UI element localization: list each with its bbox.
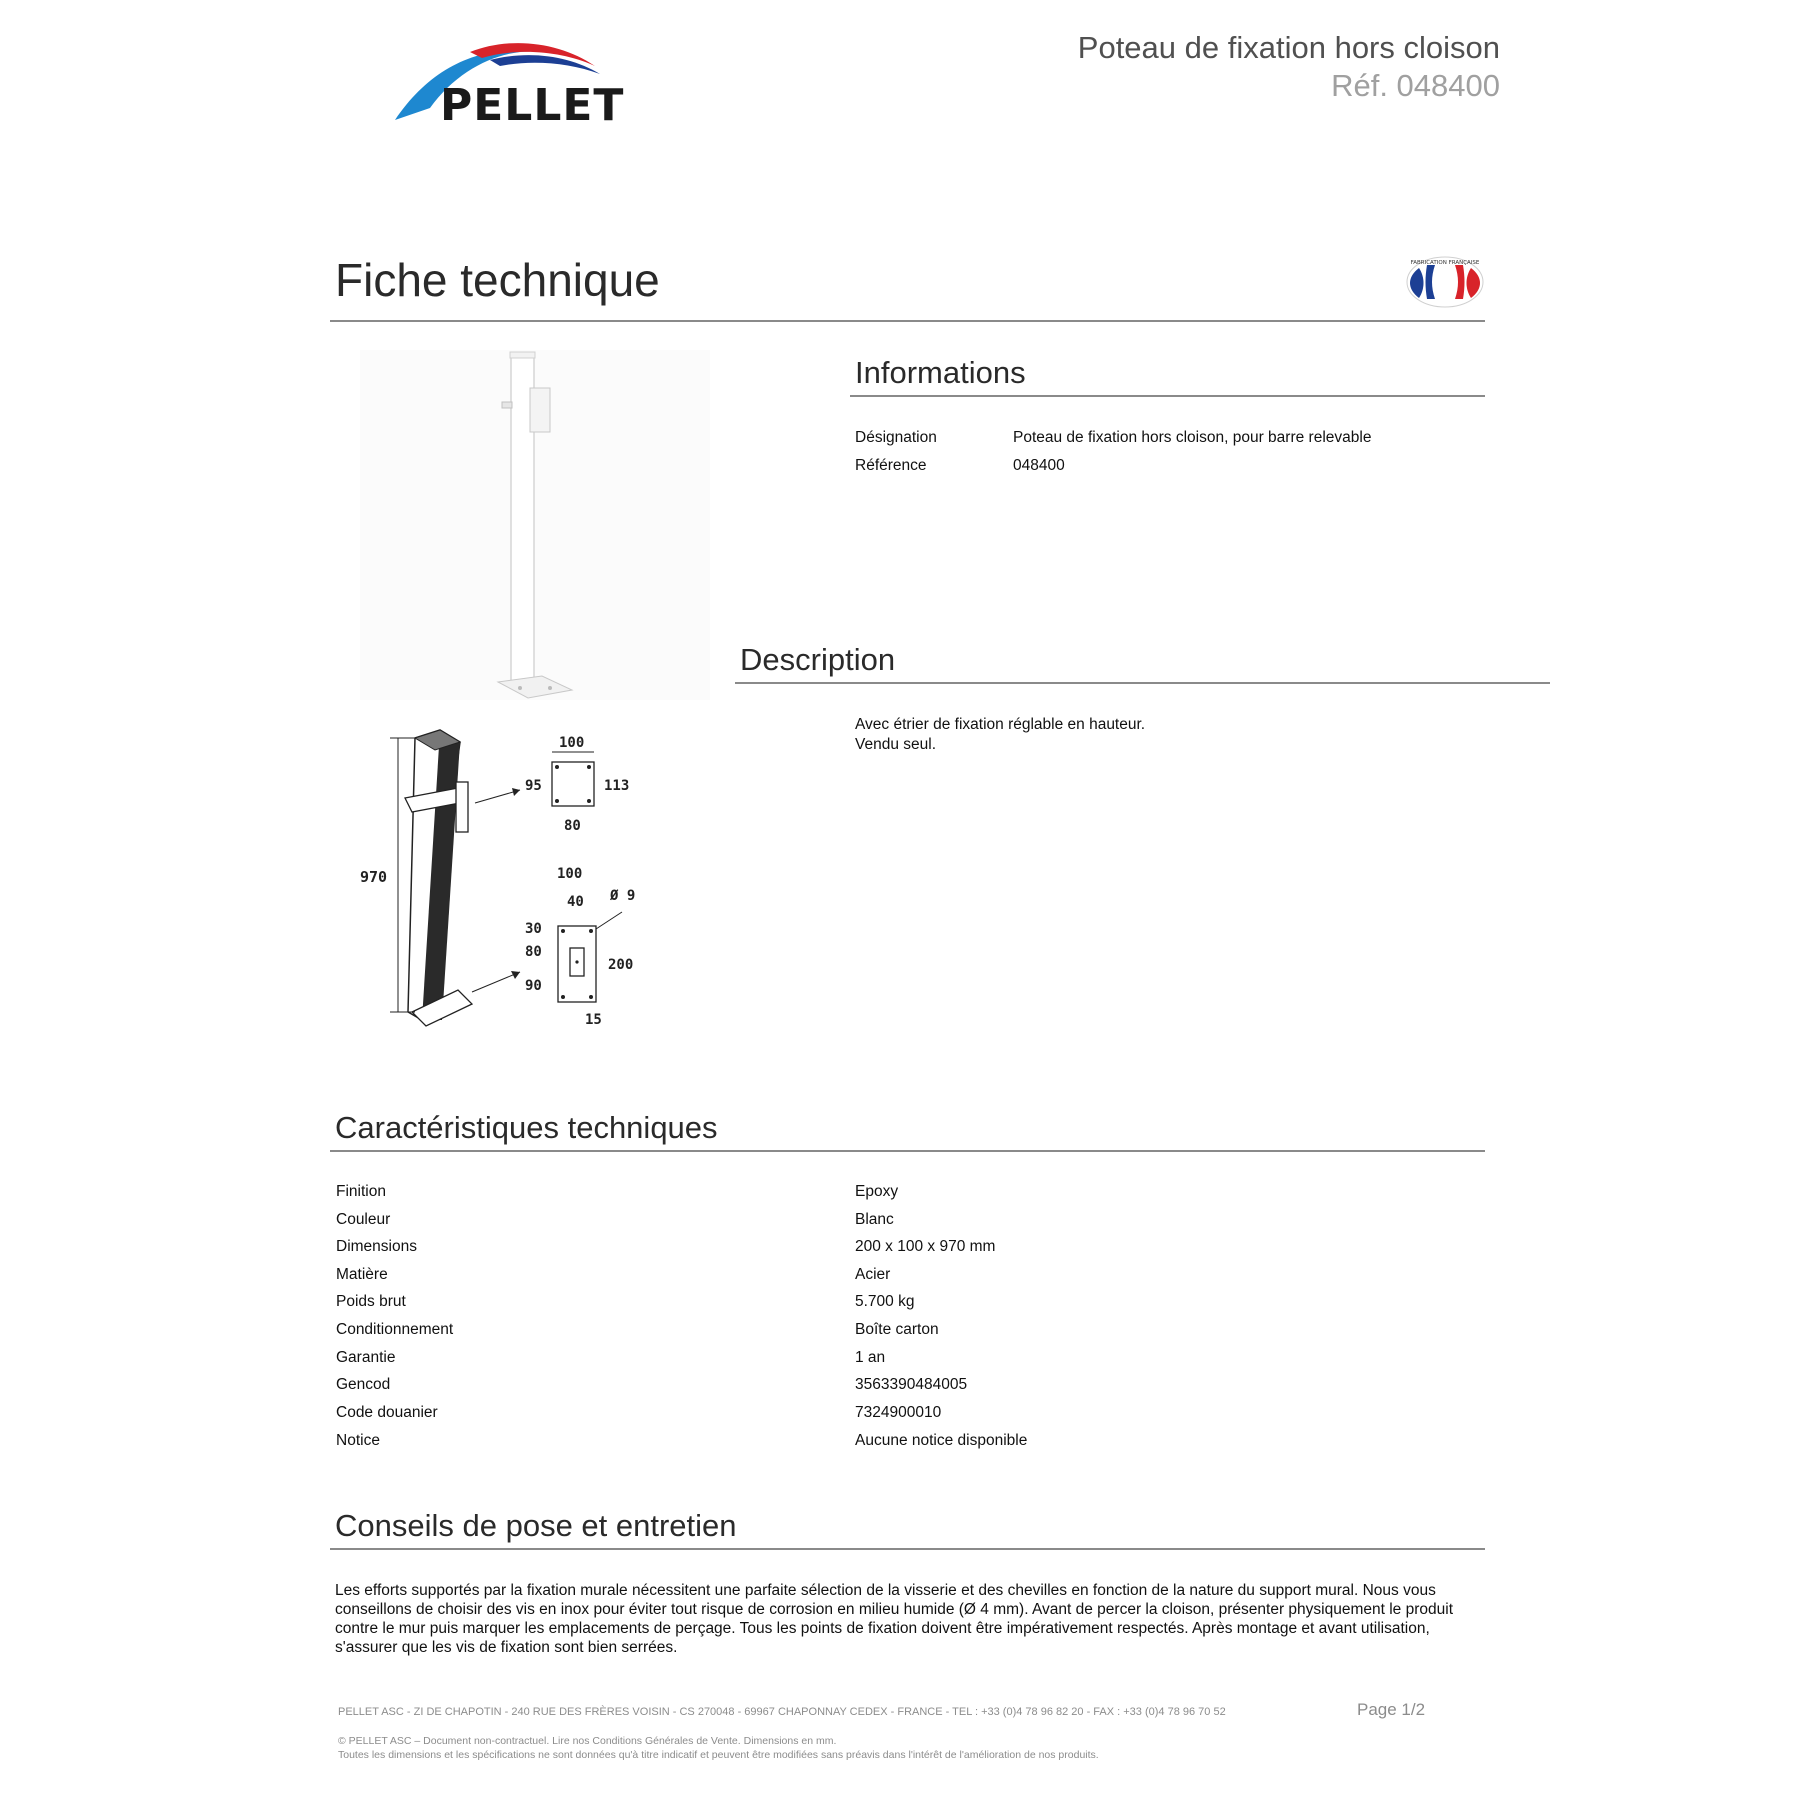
spec-label: Notice [336,1432,380,1449]
product-photo [360,350,710,700]
spec-value: Acier [855,1266,891,1283]
pellet-logo [390,38,640,131]
conseils-heading: Conseils de pose et entretien [335,1508,737,1543]
dim-top-bottom: 80 [564,818,581,834]
footer-address: PELLET ASC - ZI DE CHAPOTIN - 240 RUE DES FRÈRES VOISIN - CS 270048 - 69967 CHAPONNAY CEDEX - FRANCE - TEL : +33 (0)4 78 96 82 20 - FAX : +33 (0)4 78 96 70 52 [338,1706,1226,1718]
spec-label: Garantie [336,1349,396,1366]
title-divider [330,320,1485,322]
spec-label: Code douanier [336,1404,438,1421]
dim-top-width: 100 [559,735,585,751]
spec-value: 200 x 100 x 970 mm [855,1238,996,1255]
dim-top-left: 95 [525,778,542,794]
dim-base-a: 30 [525,921,542,937]
spec-label: Conditionnement [336,1321,454,1338]
technical-drawing [360,720,660,1040]
fabrication-francaise-icon [1405,255,1485,309]
info-value: Poteau de fixation hors cloison, pour barre relevable [1013,429,1372,446]
dim-base-width: 100 [557,866,583,882]
spec-value: 1 an [855,1349,886,1366]
dim-base-height: 200 [608,957,634,973]
informations-divider [850,395,1485,397]
dim-base-b: 80 [525,944,542,960]
badge-text: FABRICATION FRANÇAISE [1410,260,1480,266]
spec-value: Blanc [855,1211,894,1228]
spec-label: Finition [336,1183,386,1200]
spec-value: 3563390484005 [855,1376,968,1393]
spec-label: Poids brut [336,1293,406,1310]
caracteristiques-heading: Caractéristiques techniques [335,1110,718,1145]
dim-top-right: 113 [604,778,630,794]
info-value: 048400 [1013,457,1065,474]
dim-base-c: 90 [525,978,542,994]
dimension-drawing-icon [360,720,660,1040]
info-label: Référence [855,457,927,474]
spec-value: Aucune notice disponible [855,1432,1028,1449]
description-line: Vendu seul. [855,736,937,753]
footer-legal-line: © PELLET ASC – Document non-contractuel. Lire nos Conditions Générales de Vente. Dimensions en mm. [338,1735,837,1747]
dim-height: 970 [360,868,388,886]
spec-label: Gencod [336,1376,391,1393]
fabrication-francaise-badge [1405,255,1485,309]
spec-value: Epoxy [855,1183,899,1200]
footer-legal-line: Toutes les dimensions et les spécifications ne sont données qu'à titre indicatif et peuvent être modifiées sans préavis dans l'intérêt de l'amélioration de nos produits. [338,1749,1099,1761]
footer-legal [338,1734,1099,1762]
header-product-title: Poteau de fixation hors cloison [1077,30,1500,65]
description-line: Avec étrier de fixation réglable en hauteur. [855,716,1146,733]
spec-label: Couleur [336,1211,391,1228]
dim-base-d: 15 [585,1012,602,1028]
conseils-divider [330,1548,1485,1550]
dim-base-inner: 40 [567,894,584,910]
post-image [360,350,710,700]
header-reference: Réf. 048400 [1331,68,1500,103]
description-divider [735,682,1550,684]
dim-base-hole: Ø 9 [610,888,636,904]
informations-heading: Informations [855,355,1026,390]
spec-label: Matière [336,1266,388,1283]
conseils-text: Les efforts supportés par la fixation murale nécessitent une parfaite sélection de la visserie et des chevilles en fonction de la nature du support mural. Nous vous conseillons de choisir des vis en inox pour éviter tout risque de corrosion en milieu humide (Ø 4 mm). Avant de percer la cloison, présenter physiquement le produit contre le mur puis marquer les emplacements de perçage. Tous les points de fixation doivent être impérativement respectés. Après montage et avant utilisation, s'assurer que les vis de fixation sont bien serrées. [335,1582,1454,1656]
caracteristiques-divider [330,1150,1485,1152]
brand-name: PELLET [440,80,625,131]
spec-value: 5.700 kg [855,1293,915,1310]
page-title: Fiche technique [335,254,660,306]
spec-value: 7324900010 [855,1404,942,1421]
page-number: Page 1/2 [1357,1700,1426,1719]
description-heading: Description [740,642,896,677]
info-label: Désignation [855,429,937,446]
spec-value: Boîte carton [855,1321,939,1338]
spec-label: Dimensions [336,1238,417,1255]
